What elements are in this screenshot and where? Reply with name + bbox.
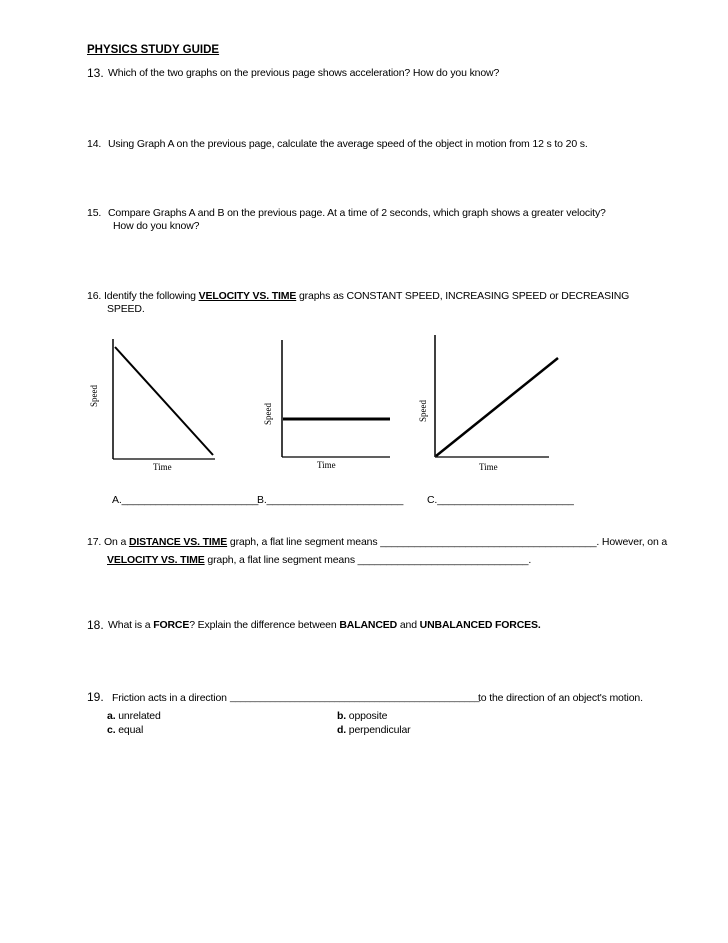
question-18-part-c: ? Explain the difference between [189, 619, 340, 631]
option-d-text: perpendicular [346, 724, 411, 736]
option-a[interactable] [107, 710, 161, 722]
question-13-text: Which of the two graphs on the previous page shows acceleration? How do you know? [108, 67, 500, 79]
option-b-text: opposite [346, 710, 388, 722]
question-15-number: 15. [87, 207, 102, 219]
question-15-line-1: Compare Graphs A and B on the previous page. At a time of 2 seconds, which graph shows a greater velocity? [108, 207, 606, 219]
option-a-text: unrelated [115, 710, 161, 722]
graph-c [425, 330, 555, 465]
question-17-number: 17. [87, 536, 102, 548]
option-c-text: equal [115, 724, 144, 736]
option-d[interactable] [337, 724, 410, 736]
question-19-stem: Friction acts in a direction [112, 692, 227, 704]
question-15-line-2: How do you know? [113, 220, 200, 232]
question-14-text: Using Graph A on the previous page, calculate the average speed of the object in motion from 12 s to 20 s. [108, 138, 588, 150]
question-16-emphasis: VELOCITY VS. TIME [198, 290, 297, 302]
option-c-letter: c. [107, 724, 116, 736]
question-17-pre: On a [104, 536, 129, 548]
question-18-unbalanced: UNBALANCED FORCES. [419, 619, 541, 631]
answer-blank-b[interactable]: B.________________________ [257, 494, 404, 506]
graph-a-x-label: Time [153, 462, 172, 472]
question-13-number: 13. [87, 66, 104, 80]
question-18-part-a: What is a [108, 619, 154, 631]
question-16-pre: Identify the following [104, 290, 199, 302]
graph-c-speed-line [436, 358, 558, 456]
option-b-letter: b. [337, 710, 347, 722]
question-16-post: graphs as CONSTANT SPEED, INCREASING SPEED or DECREASING [296, 290, 630, 302]
graph-b [270, 335, 400, 465]
question-16-number: 16. [87, 290, 102, 302]
option-d-letter: d. [337, 724, 347, 736]
question-18-text [108, 619, 541, 631]
answer-blank-a[interactable]: A.________________________ [112, 494, 259, 506]
graph-c-x-label: Time [479, 462, 498, 472]
option-c[interactable] [107, 724, 143, 736]
graph-a-speed-line [115, 347, 213, 455]
question-16-line-1 [104, 290, 629, 302]
question-18-part-d: and [397, 619, 420, 631]
question-16-line-2: SPEED. [107, 303, 145, 315]
graph-a [80, 335, 220, 475]
graph-b-x-label: Time [317, 460, 336, 470]
question-14-number: 14. [87, 138, 102, 150]
answer-blank-c[interactable]: C.________________________ [427, 494, 574, 506]
graph-b-y-label: Speed [263, 403, 273, 425]
graph-c-y-label: Speed [418, 400, 428, 422]
page-title: PHYSICS STUDY GUIDE [87, 44, 220, 56]
option-b[interactable] [337, 710, 387, 722]
question-17-line-1 [104, 536, 667, 548]
question-19-tail: to the direction of an object's motion. [478, 692, 643, 704]
question-17-emphasis-2: VELOCITY VS. TIME [107, 554, 205, 566]
question-19-number: 19. [87, 690, 104, 704]
option-a-letter: a. [107, 710, 116, 722]
question-17-emphasis-1: DISTANCE VS. TIME [128, 536, 228, 548]
question-18-force: FORCE [153, 619, 190, 631]
question-17-line-2 [107, 554, 531, 566]
question-19-blank[interactable]: __________________________________________________ [230, 692, 480, 703]
question-17-line-2-tail: graph, a flat line segment means ______________________________. [204, 554, 532, 566]
graph-a-y-label: Speed [89, 385, 99, 407]
question-17-line-1-tail: graph, a flat line segment means ______________________________________. However, on a [227, 536, 668, 548]
question-18-number: 18. [87, 618, 104, 632]
question-18-balanced: BALANCED [339, 619, 398, 631]
